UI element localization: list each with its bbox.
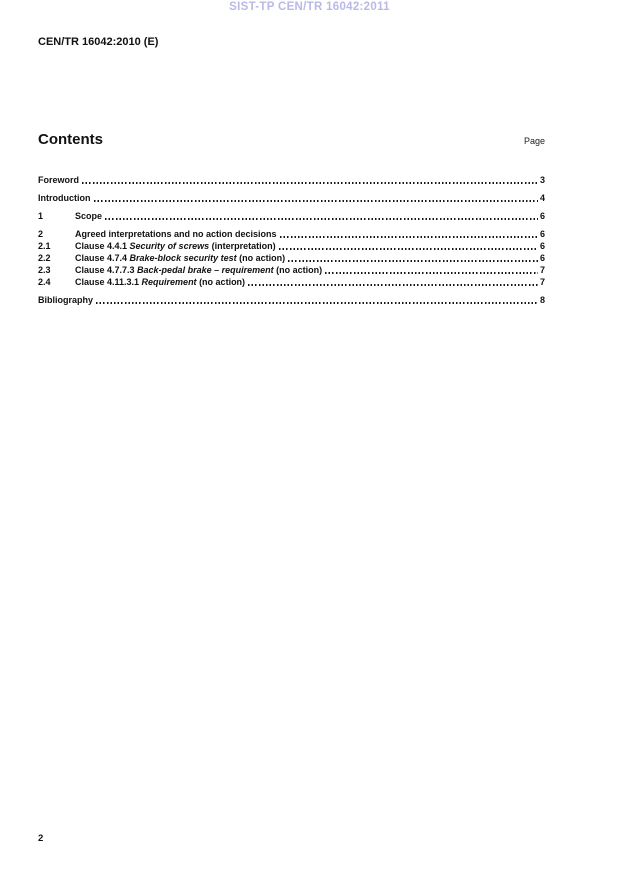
toc-entry-page: 7	[539, 265, 545, 275]
toc-entry-page: 7	[539, 277, 545, 287]
toc-entry-title: Scope	[75, 211, 103, 221]
toc-entry-title: Clause 4.7.7.3 Back-pedal brake – requirement (no action)	[75, 265, 323, 275]
toc-entry-page: 6	[539, 211, 545, 221]
toc-section	[38, 228, 545, 288]
toc-leader-dots	[325, 272, 538, 274]
toc-entry	[38, 192, 545, 204]
toc-entry	[38, 240, 545, 252]
toc-entry	[38, 210, 545, 222]
page-column-label: Page	[523, 136, 545, 146]
toc-section	[38, 294, 545, 306]
toc-entry	[38, 252, 545, 264]
toc-leader-dots	[105, 218, 538, 220]
toc-entry-page: 4	[539, 193, 545, 203]
toc-leader-dots	[96, 302, 538, 304]
toc-entry-page: 8	[539, 295, 545, 305]
toc-entry	[38, 276, 545, 288]
toc-leader-dots	[248, 284, 538, 286]
toc-entry-title: Clause 4.7.4 Brake-block security test (no action)	[75, 253, 286, 263]
toc-entry-page: 6	[539, 253, 545, 263]
toc-entry-number: 1	[38, 211, 44, 221]
toc-entry	[38, 264, 545, 276]
toc-leader-dots	[279, 248, 538, 250]
toc-section	[38, 174, 545, 186]
toc-leader-dots	[82, 182, 538, 184]
toc-entry-number: 2	[38, 229, 44, 239]
toc-entry-number: 2.2	[38, 253, 51, 263]
toc-section	[38, 192, 545, 204]
toc-entry-number: 2.1	[38, 241, 51, 251]
table-of-contents	[38, 172, 545, 306]
page-number: 2	[38, 833, 44, 844]
toc-entry-page: 3	[539, 175, 545, 185]
document-watermark-header: SIST-TP CEN/TR 16042:2011	[229, 1, 390, 13]
toc-entry-title: Bibliography	[38, 295, 94, 305]
toc-leader-dots	[280, 236, 538, 238]
toc-entry-title: Agreed interpretations and no action decisions	[75, 229, 277, 239]
toc-entry	[38, 228, 545, 240]
document-reference: CEN/TR 16042:2010 (E)	[38, 36, 159, 48]
toc-entry-number: 2.4	[38, 277, 51, 287]
toc-entry	[38, 174, 545, 186]
toc-entry-title: Clause 4.11.3.1 Requirement (no action)	[75, 277, 246, 287]
toc-entry-title: Clause 4.4.1 Security of screws (interpretation)	[75, 241, 276, 251]
contents-heading: Contents	[38, 131, 103, 148]
toc-entry-page: 6	[539, 229, 545, 239]
toc-section	[38, 210, 545, 222]
contents-header-row	[38, 131, 545, 148]
toc-entry	[38, 294, 545, 306]
toc-entry-number: 2.3	[38, 265, 51, 275]
toc-leader-dots	[288, 260, 538, 262]
toc-entry-page: 6	[539, 241, 545, 251]
toc-entry-title: Introduction	[38, 193, 91, 203]
toc-entry-title: Foreword	[38, 175, 80, 185]
toc-leader-dots	[94, 200, 538, 202]
